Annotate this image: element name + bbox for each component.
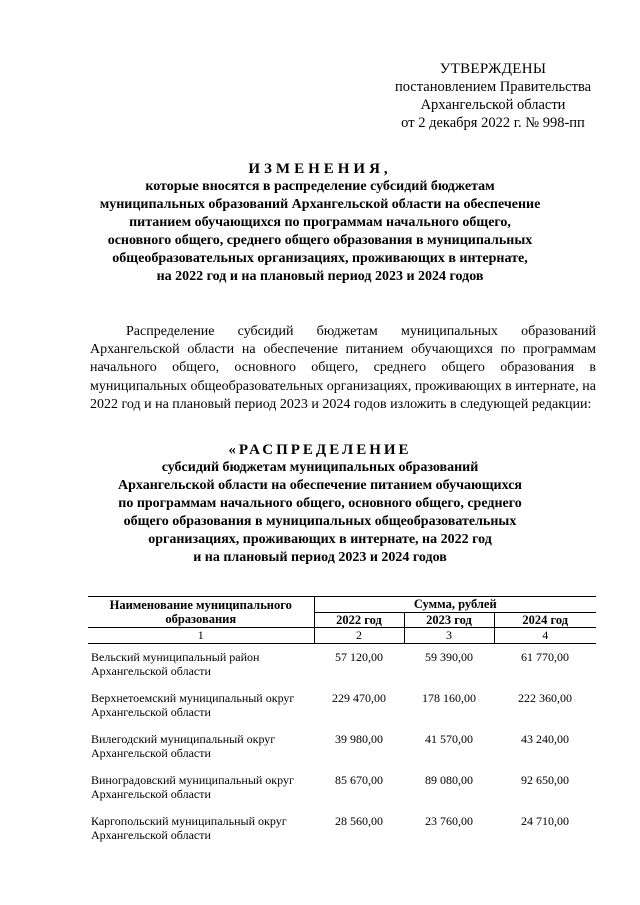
distribution-heading-line: субсидий бюджетам муниципальных образований [161,460,479,475]
table-row [88,808,596,849]
changes-heading-line: на 2022 год и на плановый период 2023 и 2024 годов [156,269,484,284]
distribution-heading [70,441,570,567]
value-2022: 39 980,00 [335,731,383,746]
value-2022: 85 670,00 [335,772,383,787]
changes-heading-line: основного общего, среднего общего образования в муниципальных [107,233,533,248]
column-index: 3 [404,628,494,644]
body-paragraph-text: Распределение субсидий бюджетам муниципальных образований Архангельской области на обеспечение питанием обучающихся по программам начального общего, основного общего, среднего общего образования в муниципальных общеобразовательных организациях, проживающих в интернате, на 2022 год и на плановый период 2023 и 2024 годов изложить в следующей редакции: [90,324,596,412]
distribution-heading-line: по программам начального общего, основного общего, среднего [118,496,522,511]
distribution-heading-line: организациях, проживающих в интернате, на 2022 год [148,532,492,547]
subsidy-table [88,596,596,849]
approval-line-2: Архангельской области [420,97,566,113]
value-2023: 23 760,00 [425,813,473,828]
table-row [88,726,596,767]
value-2023: 89 080,00 [425,772,473,787]
municipality-name: Каргопольский муниципальный округ Архангельской области [91,813,287,842]
value-2022: 229 470,00 [332,690,386,705]
value-2022: 28 560,00 [335,813,383,828]
approval-block [360,60,626,132]
distribution-heading-line: Архангельской области на обеспечение питанием обучающихся [117,478,522,493]
municipality-name: Виноградовский муниципальный округ Архангельской области [91,772,294,801]
table-row [88,643,596,685]
column-index: 1 [88,628,314,644]
header-sum: Сумма, рублей [314,597,596,613]
approval-line-1: постановлением Правительства [394,79,592,95]
distribution-title: «РАСПРЕДЕЛЕНИЕ [228,442,412,458]
header-municipality-text: Наименование муниципального образования [109,597,292,626]
value-2024: 222 360,00 [518,690,572,705]
value-2024: 43 240,00 [521,731,569,746]
body-paragraph [90,323,596,414]
changes-title: ИЗМЕНЕНИЯ, [248,161,392,177]
value-2024: 92 650,00 [521,772,569,787]
municipality-name: Верхнетоемский муниципальный округ Архангельской области [91,690,295,719]
changes-heading-line: которые вносятся в распределение субсидий бюджетам [145,179,495,194]
table-row [88,685,596,726]
municipality-name: Вельский муниципальный район Архангельской области [91,649,260,678]
header-year-2023: 2023 год [404,612,494,628]
value-2024: 61 770,00 [521,649,569,664]
header-year-2024: 2024 год [494,612,596,628]
header-year-2022: 2022 год [314,612,404,628]
approval-line-3: от 2 декабря 2022 г. № 998-пп [401,115,585,131]
municipality-name: Вилегодский муниципальный округ Архангельской области [91,731,276,760]
column-index: 2 [314,628,404,644]
table-row [88,767,596,808]
changes-heading-line: общеобразовательных организациях, проживающих в интернате, [112,251,528,266]
column-index: 4 [494,628,596,644]
changes-heading [70,160,570,286]
value-2022: 57 120,00 [335,649,383,664]
approval-title: УТВЕРЖДЕНЫ [439,61,547,77]
changes-heading-line: питанием обучающихся по программам начального общего, [129,215,511,230]
value-2023: 178 160,00 [422,690,476,705]
header-municipality [88,597,314,628]
distribution-heading-line: и на плановый период 2023 и 2024 годов [193,550,447,565]
value-2024: 24 710,00 [521,813,569,828]
changes-heading-line: муниципальных образований Архангельской области на обеспечение [99,197,541,212]
value-2023: 41 570,00 [425,731,473,746]
value-2023: 59 390,00 [425,649,473,664]
distribution-heading-line: общего образования в муниципальных общеобразовательных [123,514,517,529]
